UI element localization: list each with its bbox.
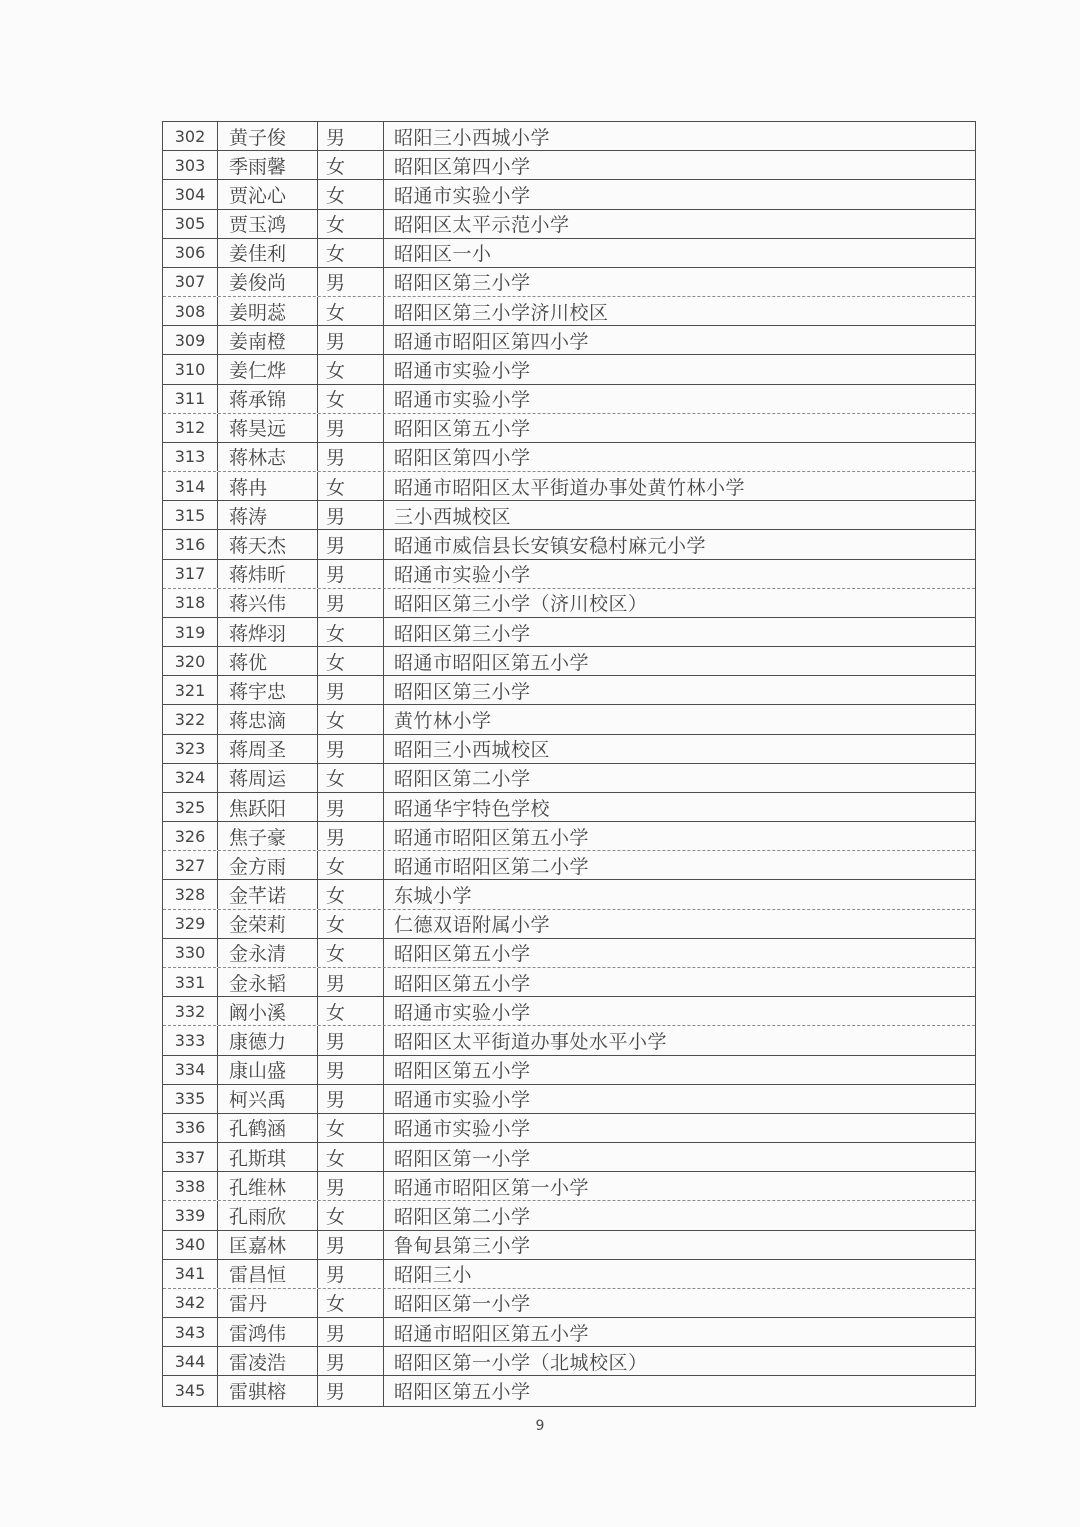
page-number: 9	[535, 1418, 545, 1434]
school-cell: 昭通市昭阳区太平街道办事处黄竹林小学	[394, 476, 746, 499]
table-row	[163, 1201, 975, 1230]
table-row	[163, 1172, 975, 1201]
student-name-cell: 孔雨欣	[218, 1201, 318, 1229]
student-name-cell: 蒋烨羽	[218, 618, 318, 646]
gender-cell: 女	[318, 880, 384, 908]
row-number-cell: 315	[163, 501, 218, 529]
school-cell: 昭阳区第三小学	[394, 680, 531, 703]
school-cell: 昭阳三小西城小学	[394, 126, 551, 149]
school-cell: 黄竹林小学	[394, 710, 492, 733]
student-name-cell: 贾沁心	[218, 180, 318, 208]
student-name-cell: 康山盛	[218, 1056, 318, 1084]
school-cell: 昭阳区第四小学	[394, 155, 531, 178]
row-number-cell: 340	[163, 1231, 218, 1259]
student-name-cell: 姜俊尚	[218, 268, 318, 296]
student-name-cell: 雷凌浩	[218, 1347, 318, 1375]
gender-cell: 男	[318, 589, 384, 617]
table-row	[163, 1289, 975, 1318]
school-cell: 昭通市实验小学	[394, 389, 531, 412]
school-cell: 昭阳区一小	[394, 243, 492, 266]
gender-cell: 女	[318, 1143, 384, 1171]
gender-cell: 女	[318, 210, 384, 238]
gender-cell: 男	[318, 1026, 384, 1054]
row-number-cell: 326	[163, 822, 218, 850]
student-name-cell: 雷丹	[218, 1289, 318, 1317]
row-number-cell: 331	[163, 968, 218, 996]
school-cell: 仁德双语附属小学	[394, 914, 551, 937]
row-number-cell: 345	[163, 1376, 218, 1405]
student-name-cell: 金方雨	[218, 851, 318, 879]
student-name-cell: 姜佳利	[218, 239, 318, 267]
row-number-cell: 316	[163, 530, 218, 558]
row-number-cell: 339	[163, 1201, 218, 1229]
student-name-cell: 黄子俊	[218, 122, 318, 150]
student-name-cell: 蒋优	[218, 647, 318, 675]
row-number-cell: 311	[163, 385, 218, 413]
gender-cell: 男	[318, 560, 384, 588]
student-name-cell: 姜仁烨	[218, 355, 318, 383]
row-number-cell: 344	[163, 1347, 218, 1375]
gender-cell: 女	[318, 1289, 384, 1317]
table-row	[163, 1318, 975, 1347]
table-row	[163, 1114, 975, 1143]
row-number-cell: 320	[163, 647, 218, 675]
gender-cell: 女	[318, 355, 384, 383]
student-name-cell: 孔维林	[218, 1172, 318, 1200]
table-row	[163, 968, 975, 997]
school-cell: 昭阳区第一小学	[394, 1293, 531, 1316]
table-row	[163, 326, 975, 355]
gender-cell: 女	[318, 385, 384, 413]
row-number-cell: 327	[163, 851, 218, 879]
gender-cell: 男	[318, 1172, 384, 1200]
student-name-cell: 金永韬	[218, 968, 318, 996]
school-cell: 昭阳区第二小学	[394, 1205, 531, 1228]
student-name-cell: 季雨馨	[218, 151, 318, 179]
row-number-cell: 312	[163, 414, 218, 442]
row-number-cell: 325	[163, 793, 218, 821]
gender-cell: 男	[318, 1056, 384, 1084]
gender-cell: 男	[318, 968, 384, 996]
table-row	[163, 530, 975, 559]
gender-cell: 女	[318, 939, 384, 967]
school-cell: 昭阳区第三小学（济川校区）	[394, 593, 648, 616]
table-row	[163, 997, 975, 1026]
table-row	[163, 297, 975, 326]
row-number-cell: 323	[163, 735, 218, 763]
table-row	[163, 793, 975, 822]
gender-cell: 男	[318, 1231, 384, 1259]
row-number-cell: 342	[163, 1289, 218, 1317]
student-name-cell: 蒋周圣	[218, 735, 318, 763]
student-name-cell: 蒋冉	[218, 472, 318, 500]
school-cell: 昭阳三小	[394, 1264, 473, 1287]
school-cell: 昭阳区第五小学	[394, 418, 531, 441]
school-cell: 昭阳区第三小学	[394, 622, 531, 645]
table-row	[163, 676, 975, 705]
school-cell: 昭通市实验小学	[394, 184, 531, 207]
gender-cell: 男	[318, 1318, 384, 1346]
table-row	[163, 764, 975, 793]
student-roster-table	[162, 121, 976, 1407]
student-name-cell: 姜南橙	[218, 326, 318, 354]
student-name-cell: 姜明蕊	[218, 297, 318, 325]
student-name-cell: 金荣莉	[218, 910, 318, 938]
school-cell: 昭通市昭阳区第二小学	[394, 855, 590, 878]
gender-cell: 男	[318, 1260, 384, 1288]
table-row	[163, 472, 975, 501]
table-row	[163, 385, 975, 414]
school-cell: 昭阳三小西城校区	[394, 739, 551, 762]
student-name-cell: 蒋涛	[218, 501, 318, 529]
row-number-cell: 317	[163, 560, 218, 588]
school-cell: 昭阳区第五小学	[394, 972, 531, 995]
table-row	[163, 1231, 975, 1260]
table-row	[163, 122, 975, 151]
student-name-cell: 焦跃阳	[218, 793, 318, 821]
row-number-cell: 322	[163, 705, 218, 733]
gender-cell: 男	[318, 793, 384, 821]
school-cell: 昭通华宇特色学校	[394, 797, 551, 820]
table-row	[163, 939, 975, 968]
gender-cell: 男	[318, 501, 384, 529]
school-cell: 昭通市实验小学	[394, 1089, 531, 1112]
school-cell: 昭阳区第五小学	[394, 943, 531, 966]
row-number-cell: 330	[163, 939, 218, 967]
gender-cell: 男	[318, 822, 384, 850]
gender-cell: 男	[318, 326, 384, 354]
school-cell: 昭通市昭阳区第四小学	[394, 330, 590, 353]
school-cell: 昭阳区第三小学	[394, 272, 531, 295]
row-number-cell: 309	[163, 326, 218, 354]
table-row	[163, 210, 975, 239]
table-row	[163, 501, 975, 530]
gender-cell: 男	[318, 676, 384, 704]
school-cell: 鲁甸县第三小学	[394, 1235, 531, 1258]
gender-cell: 女	[318, 297, 384, 325]
row-number-cell: 308	[163, 297, 218, 325]
row-number-cell: 305	[163, 210, 218, 238]
row-number-cell: 313	[163, 443, 218, 471]
gender-cell: 女	[318, 851, 384, 879]
student-name-cell: 康德力	[218, 1026, 318, 1054]
row-number-cell: 304	[163, 180, 218, 208]
school-cell: 昭通市昭阳区第五小学	[394, 1322, 590, 1345]
school-cell: 昭通市实验小学	[394, 1001, 531, 1024]
row-number-cell: 341	[163, 1260, 218, 1288]
row-number-cell: 306	[163, 239, 218, 267]
gender-cell: 男	[318, 735, 384, 763]
gender-cell: 女	[318, 705, 384, 733]
student-name-cell: 蒋兴伟	[218, 589, 318, 617]
school-cell: 昭通市威信县长安镇安稳村麻元小学	[394, 534, 707, 557]
gender-cell: 男	[318, 443, 384, 471]
row-number-cell: 321	[163, 676, 218, 704]
table-row	[163, 880, 975, 909]
gender-cell: 女	[318, 618, 384, 646]
row-number-cell: 343	[163, 1318, 218, 1346]
school-cell: 东城小学	[394, 885, 473, 908]
student-name-cell: 蒋周运	[218, 764, 318, 792]
student-name-cell: 蒋昊远	[218, 414, 318, 442]
school-cell: 昭阳区第二小学	[394, 768, 531, 791]
table-row	[163, 1026, 975, 1055]
student-name-cell: 孔鹤涵	[218, 1114, 318, 1142]
row-number-cell: 302	[163, 122, 218, 150]
school-cell: 昭阳区第四小学	[394, 447, 531, 470]
row-number-cell: 319	[163, 618, 218, 646]
gender-cell: 女	[318, 764, 384, 792]
row-number-cell: 336	[163, 1114, 218, 1142]
gender-cell: 男	[318, 1376, 384, 1405]
row-number-cell: 338	[163, 1172, 218, 1200]
gender-cell: 女	[318, 997, 384, 1025]
row-number-cell: 333	[163, 1026, 218, 1054]
row-number-cell: 307	[163, 268, 218, 296]
row-number-cell: 337	[163, 1143, 218, 1171]
row-number-cell: 314	[163, 472, 218, 500]
gender-cell: 女	[318, 472, 384, 500]
table-row	[163, 647, 975, 676]
table-row	[163, 589, 975, 618]
student-name-cell: 蒋宇忠	[218, 676, 318, 704]
row-number-cell: 334	[163, 1056, 218, 1084]
student-name-cell: 贾玉鸿	[218, 210, 318, 238]
school-cell: 昭阳区太平街道办事处水平小学	[394, 1030, 668, 1053]
table-row	[163, 180, 975, 209]
table-row	[163, 1143, 975, 1172]
school-cell: 昭阳区第一小学	[394, 1147, 531, 1170]
school-cell: 昭阳区第五小学	[394, 1060, 531, 1083]
school-cell: 昭阳区第一小学（北城校区）	[394, 1351, 648, 1374]
table-row	[163, 151, 975, 180]
student-name-cell: 蒋天杰	[218, 530, 318, 558]
gender-cell: 女	[318, 647, 384, 675]
gender-cell: 女	[318, 151, 384, 179]
table-row	[163, 1056, 975, 1085]
school-cell: 昭阳区第三小学济川校区	[394, 301, 609, 324]
row-number-cell: 328	[163, 880, 218, 908]
table-row	[163, 910, 975, 939]
student-name-cell: 柯兴禹	[218, 1085, 318, 1113]
student-name-cell: 金芊诺	[218, 880, 318, 908]
row-number-cell: 310	[163, 355, 218, 383]
gender-cell: 男	[318, 530, 384, 558]
school-cell: 昭通市实验小学	[394, 564, 531, 587]
student-name-cell: 蒋承锦	[218, 385, 318, 413]
gender-cell: 男	[318, 414, 384, 442]
table-row	[163, 1260, 975, 1289]
gender-cell: 男	[318, 122, 384, 150]
student-name-cell: 蒋炜昕	[218, 560, 318, 588]
table-row	[163, 1085, 975, 1114]
gender-cell: 女	[318, 1114, 384, 1142]
student-name-cell: 蒋忠滴	[218, 705, 318, 733]
student-name-cell: 雷骐榕	[218, 1376, 318, 1405]
school-cell: 昭阳区第五小学	[394, 1381, 531, 1404]
school-cell: 昭通市实验小学	[394, 1118, 531, 1141]
gender-cell: 女	[318, 1201, 384, 1229]
row-number-cell: 332	[163, 997, 218, 1025]
table-row	[163, 239, 975, 268]
student-table-body	[163, 122, 975, 1406]
gender-cell: 男	[318, 1085, 384, 1113]
school-cell: 昭阳区太平示范小学	[394, 214, 570, 237]
student-name-cell: 孔斯琪	[218, 1143, 318, 1171]
table-row	[163, 851, 975, 880]
table-row	[163, 1347, 975, 1376]
student-name-cell: 雷昌恒	[218, 1260, 318, 1288]
table-row	[163, 618, 975, 647]
row-number-cell: 318	[163, 589, 218, 617]
gender-cell: 女	[318, 910, 384, 938]
gender-cell: 女	[318, 180, 384, 208]
student-name-cell: 金永清	[218, 939, 318, 967]
gender-cell: 女	[318, 239, 384, 267]
student-name-cell: 蒋林志	[218, 443, 318, 471]
student-name-cell: 焦子豪	[218, 822, 318, 850]
school-cell: 昭通市昭阳区第五小学	[394, 826, 590, 849]
row-number-cell: 329	[163, 910, 218, 938]
row-number-cell: 324	[163, 764, 218, 792]
table-row	[163, 443, 975, 472]
table-row	[163, 355, 975, 384]
table-row	[163, 414, 975, 443]
student-name-cell: 匡嘉林	[218, 1231, 318, 1259]
row-number-cell: 303	[163, 151, 218, 179]
school-cell: 三小西城校区	[394, 505, 512, 528]
table-row	[163, 1376, 975, 1405]
school-cell: 昭通市实验小学	[394, 359, 531, 382]
school-cell: 昭通市昭阳区第一小学	[394, 1176, 590, 1199]
table-row	[163, 822, 975, 851]
student-name-cell: 雷鸿伟	[218, 1318, 318, 1346]
school-cell: 昭通市昭阳区第五小学	[394, 651, 590, 674]
table-row	[163, 560, 975, 589]
table-row	[163, 705, 975, 734]
gender-cell: 男	[318, 1347, 384, 1375]
row-number-cell: 335	[163, 1085, 218, 1113]
table-row	[163, 735, 975, 764]
table-row	[163, 268, 975, 297]
gender-cell: 男	[318, 268, 384, 296]
student-name-cell: 阚小溪	[218, 997, 318, 1025]
